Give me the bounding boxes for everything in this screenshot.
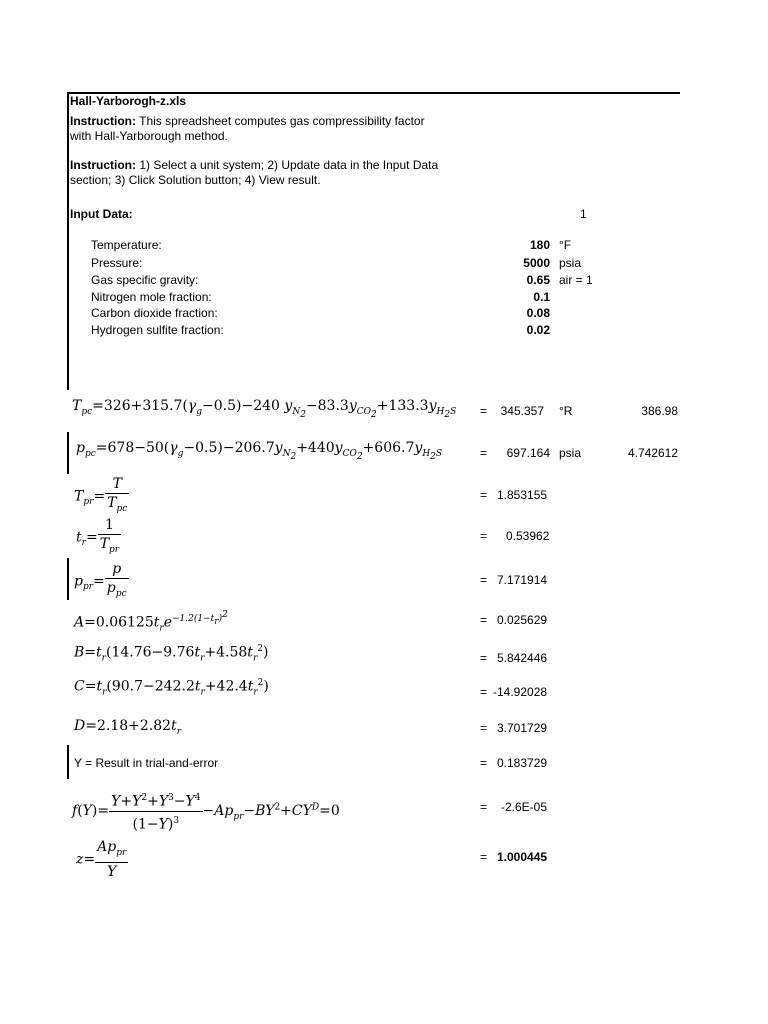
eq-sign-tpr: = [480,488,488,502]
value-z: 1.000445 [497,850,548,864]
input-label-pressure: Pressure: [91,256,143,270]
unit-system-value[interactable]: 1 [580,207,587,221]
formula-a: $A=0.06125t_re^{-1.2(1-t_r)^2}$ [74,610,228,634]
formula-tpr: $T_{pr}=$ $\frac{T}{T_{pc}}$ [74,476,128,514]
input-value-pressure[interactable]: 5000 [523,256,550,270]
eq-sign-c: = [480,685,488,699]
value-fy: -2.6E-05 [501,800,548,814]
left-border [67,92,69,390]
eq-sign-y: = [480,756,488,770]
input-value-co2[interactable]: 0.08 [526,306,550,320]
instruction-1: Instruction: This spreadsheet computes gas compressibility factor [70,114,425,128]
unit-tpc: °R [559,404,573,418]
input-value-h2s[interactable]: 0.02 [526,323,550,337]
input-label-gravity: Gas specific gravity: [91,273,199,287]
left-border-ppc [67,432,69,474]
eq-sign-tr: = [480,529,488,543]
formula-tpc: $T_{pc}=326+315.7(\gamma_g-0.5)-240$ $y_{N_2}-83.3y_{CO_2}+133.3y_{H_2S}$ [72,398,457,420]
value-tpr: 1.853155 [497,488,548,502]
input-label-temperature: Temperature: [91,238,162,252]
formula-tr: $t_r=$ $\frac{1}{T_{pr}}$ [76,517,120,555]
formula-z: z= $\frac{Ap_{pr}}{Y}$ [76,839,127,880]
input-value-nitrogen[interactable]: 0.1 [533,290,550,304]
unit-ppc: psia [559,446,582,460]
input-value-temperature[interactable]: 180 [529,238,550,252]
input-unit-gravity: air = 1 [559,273,593,287]
instruction-2: Instruction: 1) Select a unit system; 2) Update data in the Input Data [70,158,439,172]
side-value-ppc: 4.742612 [627,446,678,460]
instruction-2-line2: section; 3) Click Solution button; 4) View result. [70,173,321,187]
side-value-tpc: 386.98 [641,404,678,418]
value-tr: 0.53962 [506,529,550,543]
value-b: 5.842446 [497,651,548,665]
formula-ppc: $p_{pc}=678-50(\gamma_g-0.5)-206.7y_{N_2}+440y_{CO_2}+606.7y_{H_2S}$ [76,440,443,462]
left-border-y [67,745,69,779]
eq-sign-a: = [480,613,488,627]
instruction-1-line2: with Hall-Yarborough method. [70,129,228,143]
value-d: 3.701729 [497,721,548,735]
formula-d: $D=2.18+2.82t_r$ [74,718,181,737]
eq-sign-fy: = [480,800,488,814]
eq-sign-tpc: = [480,404,488,418]
input-label-h2s: Hydrogen sulfite fraction: [91,323,224,337]
eq-sign-d: = [480,721,488,735]
file-title: Hall-Yarborogh-z.xls [70,94,187,108]
input-value-gravity[interactable]: 0.65 [526,273,550,287]
input-label-nitrogen: Nitrogen mole fraction: [91,290,212,304]
formula-c: $C=t_r(90.7-242.2t_r+42.4t_r^2)$ [74,678,269,698]
value-c: -14.92028 [493,685,548,699]
input-label-co2: Carbon dioxide fraction: [91,306,218,320]
eq-sign-ppc: = [480,446,488,460]
left-border-ppr [67,558,69,600]
value-a: 0.025629 [497,613,548,627]
y-label: Y = Result in trial-and-error [74,756,219,770]
eq-sign-z: = [480,850,488,864]
formula-fy: f(Y)= $\frac{Y+Y^2+Y^3-Y^4}{(1-Y)^3}$ $-Ap_{pr}-BY^2+CY^D=0$ [72,789,340,833]
value-ppr: 7.171914 [497,573,548,587]
input-data-title: Input Data: [70,207,133,221]
eq-sign-b: = [480,651,488,665]
value-ppc: 697.164 [506,446,550,460]
value-y: 0.183729 [497,756,548,770]
formula-ppr: $p_{pr}=$ $\frac{p}{p_{pc}}$ [74,561,127,599]
value-tpc: 345.357 [500,404,544,418]
formula-b: $B=t_r(14.76-9.76t_r+4.58t_r^2)$ [74,644,269,664]
input-unit-temperature: °F [559,238,572,252]
eq-sign-ppr: = [480,573,488,587]
input-unit-pressure: psia [559,256,582,270]
